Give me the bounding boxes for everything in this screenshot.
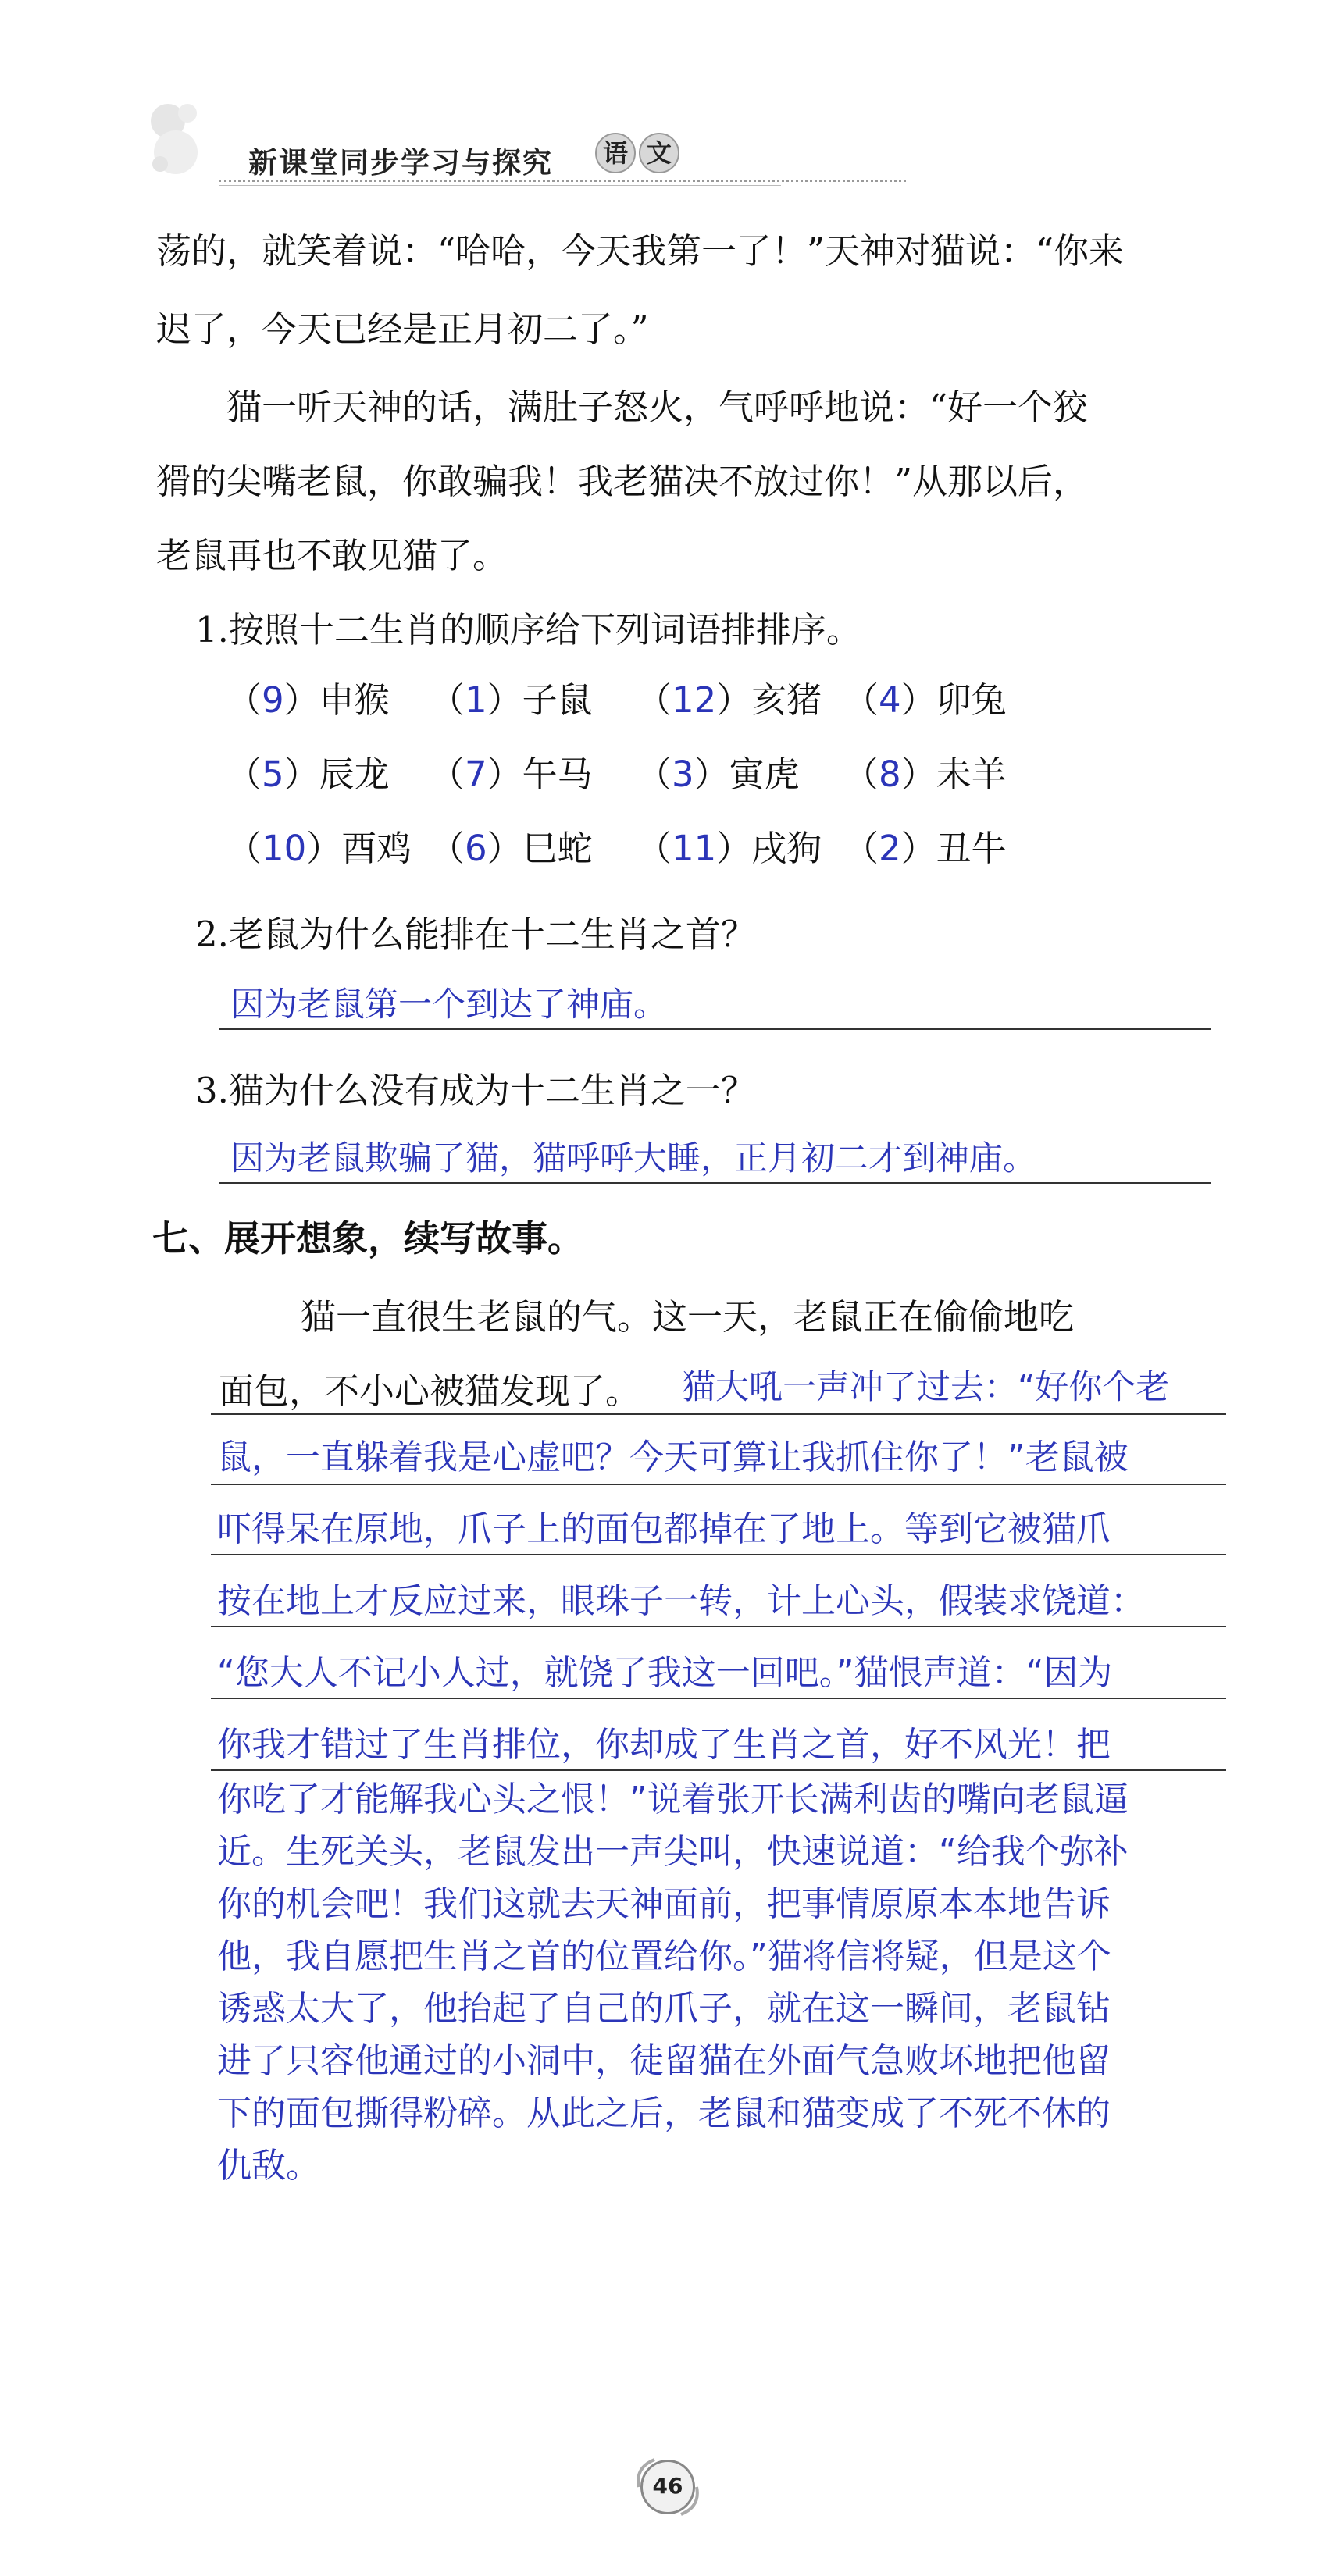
paren-open: （ [226,754,262,795]
paren-close: ） [716,828,752,869]
answer-line [219,1182,1211,1184]
paren-open: （ [637,679,672,721]
section-7-prompt: 面包，不小心被猫发现了。 [219,1370,641,1412]
story-line: 猫一听天神的话，满肚子怒火，气呼呼地说：“好一个狡 [156,387,1089,428]
writing-line [211,1554,1226,1555]
writing-line [211,1484,1226,1485]
zodiac-item [226,672,390,722]
zodiac-order-number: 1 [465,679,487,721]
zodiac-item [226,746,390,796]
header-badge-yu: 语 [595,133,636,173]
header-title: 新课堂同步学习与探究 [248,145,553,180]
zodiac-item [637,746,800,796]
zodiac-item [637,820,822,871]
section-7-prompt: 猫一直很生老鼠的气。这一天，老鼠正在偷偷地吃 [301,1296,1075,1338]
paren-close: ） [900,828,936,869]
question-2-answer: 因为老鼠第一个到达了神庙。 [230,985,667,1024]
header-decoration-icon [144,98,215,183]
paren-open: （ [637,828,672,869]
paren-close: ） [487,828,522,869]
zodiac-item [843,820,1007,871]
continuation-line: “您大人不记小人过，就饶了我这一回吧。”猫恨声道：“因为 [217,1653,1113,1693]
paren-close: ） [694,754,729,795]
paren-close: ） [284,754,319,795]
zodiac-order-number: 3 [672,754,694,795]
writing-line [211,1698,1226,1699]
paren-close: ） [306,828,342,869]
writing-line [211,1769,1226,1771]
zodiac-word: 申猴 [319,679,390,721]
paren-close: ） [900,679,936,721]
question-1-text: 1.按照十二生肖的顺序给下列词语排排序。 [195,609,861,650]
question-3-text: 3.猫为什么没有成为十二生肖之一？ [195,1070,756,1111]
section-7-title: 七、展开想象，续写故事。 [152,1217,583,1259]
page-number: 46 [640,2460,695,2514]
zodiac-order-number: 2 [879,828,901,869]
writing-line [211,1626,1226,1627]
paren-close: ） [900,754,936,795]
paren-open: （ [226,828,262,869]
zodiac-word: 寅虎 [729,754,800,795]
zodiac-item [430,820,593,871]
zodiac-word: 卯兔 [936,679,1007,721]
zodiac-order-number: 12 [672,679,717,721]
paren-open: （ [430,754,465,795]
paren-open: （ [637,754,672,795]
paren-open: （ [843,754,879,795]
zodiac-word: 酉鸡 [341,828,412,869]
zodiac-order-number: 8 [879,754,901,795]
zodiac-word: 午马 [522,754,593,795]
zodiac-item [637,672,822,722]
paren-open: （ [430,679,465,721]
zodiac-word: 亥猪 [751,679,822,721]
paren-close: ） [487,679,522,721]
paren-close: ） [487,754,522,795]
paren-open: （ [843,679,879,721]
zodiac-word: 戌狗 [751,828,822,869]
zodiac-item [430,672,593,722]
story-line: 老鼠再也不敢见猫了。 [156,535,508,576]
zodiac-order-number: 6 [465,828,487,869]
zodiac-order-number: 11 [672,828,717,869]
zodiac-order-number: 7 [465,754,487,795]
zodiac-word: 未羊 [936,754,1007,795]
continuation-line: 鼠，一直躲着我是心虚吧？今天可算让我抓住你了！”老鼠被 [217,1438,1129,1477]
question-2-text: 2.老鼠为什么能排在十二生肖之首？ [195,914,756,955]
header-badge-wen: 文 [639,133,679,173]
header-dotted-rule [219,180,906,182]
continuation-line: 下的面包撕得粉碎。从此之后，老鼠和猫变成了不死不休的 [217,2093,1111,2133]
answer-line [219,1028,1211,1030]
continuation-answer-first: 猫大吼一声冲了过去：“好你个老 [682,1368,1170,1407]
continuation-line: 他，我自愿把生肖之首的位置给你。”猫将信将疑，但是这个 [217,1936,1111,1976]
zodiac-order-number: 9 [262,679,284,721]
zodiac-word: 巳蛇 [522,828,593,869]
writing-line [211,1413,1226,1415]
paren-close: ） [716,679,752,721]
story-line: 迟了，今天已经是正月初二了。” [156,308,649,350]
zodiac-order-number: 10 [262,828,307,869]
continuation-line: 吓得呆在原地，爪子上的面包都掉在了地上。等到它被猫爪 [217,1509,1111,1549]
zodiac-word: 辰龙 [319,754,390,795]
continuation-line: 近。生死关头，老鼠发出一声尖叫，快速说道：“给我个弥补 [217,1832,1129,1872]
zodiac-item [226,820,412,871]
paren-open: （ [843,828,879,869]
zodiac-word: 子鼠 [522,679,593,721]
continuation-line: 仇敌。 [217,2146,320,2186]
zodiac-order-number: 4 [879,679,901,721]
continuation-line: 诱惑太大了，他抬起了自己的爪子，就在这一瞬间，老鼠钻 [217,1989,1111,2029]
continuation-line: 你吃了才能解我心头之恨！”说着张开长满利齿的嘴向老鼠逼 [217,1780,1129,1819]
zodiac-item [430,746,593,796]
paren-open: （ [430,828,465,869]
continuation-line: 你我才错过了生肖排位，你却成了生肖之首，好不风光！把 [217,1725,1111,1765]
continuation-line: 按在地上才反应过来，眼珠子一转，计上心头，假装求饶道： [217,1581,1145,1621]
paren-open: （ [226,679,262,721]
zodiac-item [843,672,1007,722]
continuation-line: 进了只容他通过的小洞中，徒留猫在外面气急败坏地把他留 [217,2041,1111,2081]
continuation-line: 你的机会吧！我们这就去天神面前，把事情原原本本地告诉 [217,1884,1111,1924]
zodiac-word: 丑牛 [936,828,1007,869]
question-3-answer: 因为老鼠欺骗了猫，猫呼呼大睡，正月初二才到神庙。 [230,1139,1036,1178]
zodiac-order-number: 5 [262,754,284,795]
header-rule [219,185,781,186]
story-line: 猾的尖嘴老鼠，你敢骗我！我老猫决不放过你！”从那以后， [156,461,1089,502]
paren-close: ） [284,679,319,721]
story-line: 荡的，就笑着说：“哈哈，今天我第一了！”天神对猫说：“你来 [156,230,1125,272]
zodiac-item [843,746,1007,796]
